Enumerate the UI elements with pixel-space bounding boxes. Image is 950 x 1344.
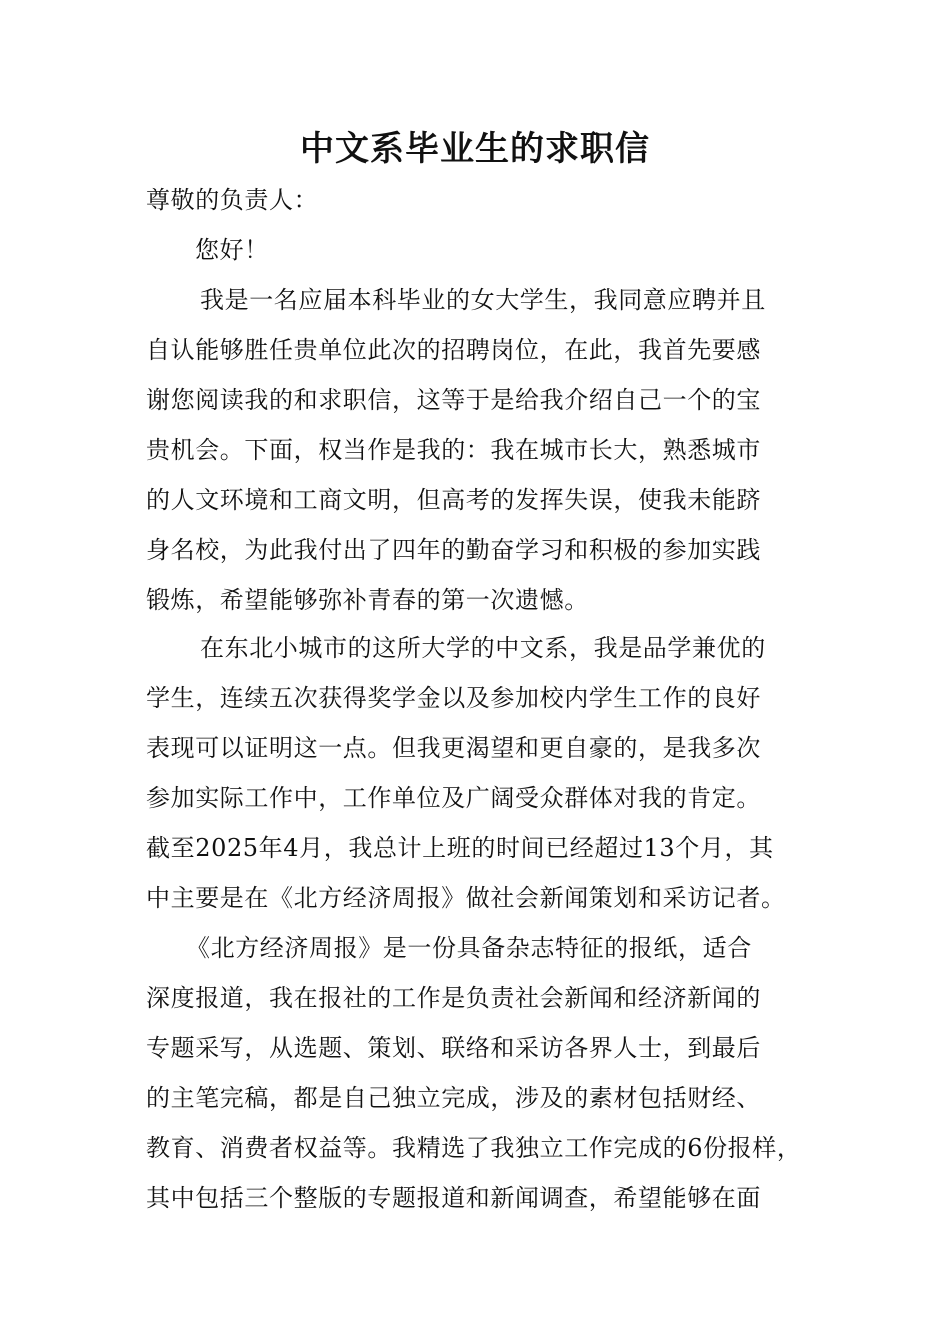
text-line: 教育、消费者权益等。我精选了我独立工作完成的6份报样， xyxy=(146,1134,802,1162)
text-line: 参加实际工作中，工作单位及广阔受众群体对我的肯定。 xyxy=(146,784,761,812)
text-line: 自认能够胜任贵单位此次的招聘岗位，在此，我首先要感 xyxy=(146,336,761,364)
text-line: 身名校，为此我付出了四年的勤奋学习和积极的参加实践 xyxy=(146,536,761,564)
text-line: 截至2025年4月，我总计上班的时间已经超过13个月，其 xyxy=(146,834,774,862)
text-line: 其中包括三个整版的专题报道和新闻调查，希望能够在面 xyxy=(146,1184,761,1212)
text-line: 贵机会。下面，权当作是我的：我在城市长大，熟悉城市 xyxy=(146,436,761,464)
text-line: 中主要是在《北方经济周报》做社会新闻策划和采访记者。 xyxy=(146,884,786,912)
text-line: 学生，连续五次获得奖学金以及参加校内学生工作的良好 xyxy=(146,684,761,712)
text-line: 谢您阅读我的和求职信，这等于是给我介绍自己一个的宝 xyxy=(146,386,761,414)
salutation: 尊敬的负责人： xyxy=(146,186,319,214)
text-line: 表现可以证明这一点。但我更渴望和更自豪的，是我多次 xyxy=(146,734,761,762)
text-line: 《北方经济周报》是一份具备杂志特征的报纸，适合 xyxy=(186,934,752,962)
text-line: 深度报道，我在报社的工作是负责社会新闻和经济新闻的 xyxy=(146,984,761,1012)
document-title: 中文系毕业生的求职信 xyxy=(300,129,650,169)
text-line: 在东北小城市的这所大学的中文系，我是品学兼优的 xyxy=(200,634,766,662)
text-line: 专题采写，从选题、策划、联络和采访各界人士，到最后 xyxy=(146,1034,761,1062)
greeting: 您好！ xyxy=(195,236,269,264)
text-line: 的人文环境和工商文明，但高考的发挥失误，使我未能跻 xyxy=(146,486,761,514)
text-line: 的主笔完稿，都是自己独立完成，涉及的素材包括财经、 xyxy=(146,1084,761,1112)
text-line: 我是一名应届本科毕业的女大学生，我同意应聘并且 xyxy=(200,286,766,314)
text-line: 锻炼，希望能够弥补青春的第一次遗憾。 xyxy=(146,586,589,614)
